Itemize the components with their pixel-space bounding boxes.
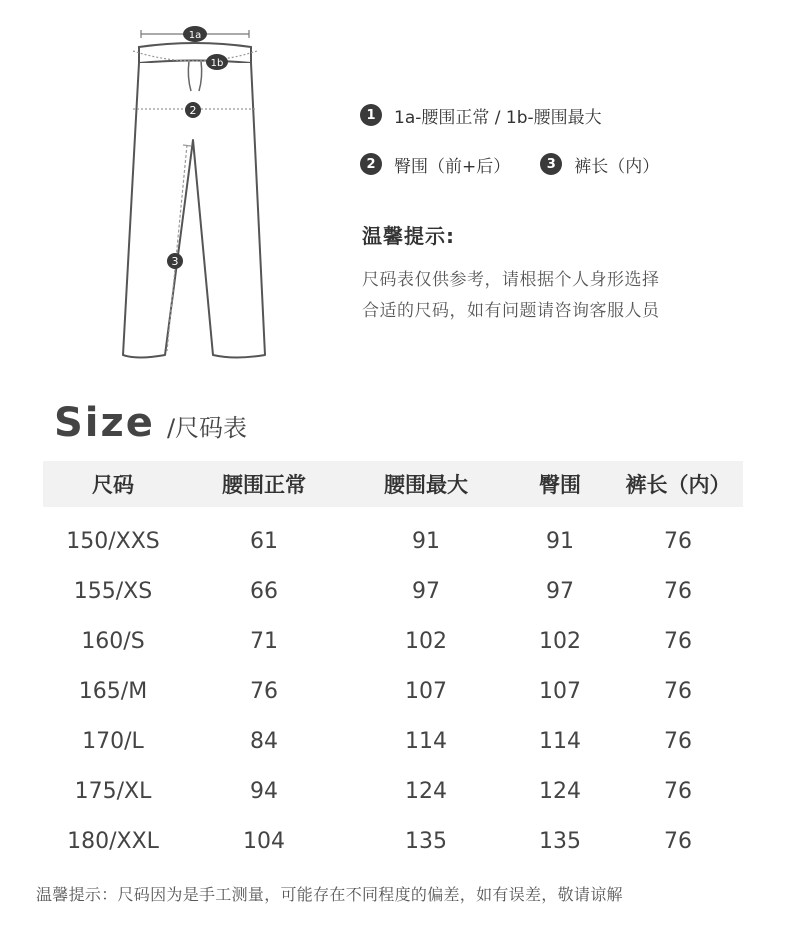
cell-inseam: 76 <box>664 678 692 704</box>
cell-hip: 107 <box>539 678 581 704</box>
table-row <box>43 666 743 716</box>
cell-inseam: 76 <box>664 628 692 654</box>
cell-inseam: 76 <box>664 828 692 854</box>
cell-waist-normal: 66 <box>250 578 278 604</box>
table-row <box>43 816 743 866</box>
cell-hip: 124 <box>539 778 581 804</box>
pants-measurement-diagram <box>105 15 285 375</box>
cell-waist-normal: 104 <box>243 828 285 854</box>
cell-waist-max: 135 <box>405 828 447 854</box>
cell-hip: 91 <box>546 528 574 554</box>
svg-text:2: 2 <box>189 104 197 117</box>
cell-size: 170/L <box>82 728 144 754</box>
tips-title: 温馨提示: <box>362 224 455 248</box>
number-three-icon: 3 <box>540 153 562 175</box>
cell-size: 155/XS <box>73 578 153 604</box>
table-row <box>43 566 743 616</box>
marker-1b <box>206 54 228 70</box>
table-row <box>43 616 743 666</box>
cell-size: 165/M <box>78 678 148 704</box>
header-waist-max: 腰围最大 <box>345 461 507 507</box>
legend-row-waist <box>360 100 760 130</box>
cell-inseam: 76 <box>664 778 692 804</box>
cell-waist-normal: 71 <box>250 628 278 654</box>
tips-line-1: 尺码表仅供参考，请根据个人身形选择 <box>362 270 660 290</box>
size-heading-title: Size <box>54 400 155 446</box>
legend-row-hip-length <box>360 149 760 179</box>
cell-size: 160/S <box>81 628 145 654</box>
cell-waist-max: 124 <box>405 778 447 804</box>
tips-line-2: 合适的尺码，如有问题请咨询客服人员 <box>362 301 660 321</box>
cell-waist-max: 97 <box>412 578 440 604</box>
cell-hip: 135 <box>539 828 581 854</box>
header-inseam: 裤长（内） <box>613 461 743 507</box>
cell-hip: 102 <box>539 628 581 654</box>
header-waist-normal: 腰围正常 <box>183 461 345 507</box>
cell-waist-max: 102 <box>405 628 447 654</box>
cell-waist-max: 91 <box>412 528 440 554</box>
tips-block <box>362 220 772 327</box>
table-header-row <box>43 461 743 507</box>
cell-waist-normal: 94 <box>250 778 278 804</box>
measurement-legend <box>360 100 760 198</box>
svg-text:1a: 1a <box>188 30 202 41</box>
marker-3 <box>167 253 183 269</box>
table-row <box>43 766 743 816</box>
table-row <box>43 716 743 766</box>
marker-1a <box>183 26 207 42</box>
size-heading <box>54 400 247 446</box>
pants-outline-icon <box>105 15 285 375</box>
svg-text:1b: 1b <box>210 58 224 69</box>
number-one-icon: 1 <box>360 104 382 126</box>
table-row <box>43 507 743 566</box>
cell-waist-normal: 84 <box>250 728 278 754</box>
cell-waist-normal: 76 <box>250 678 278 704</box>
cell-hip: 97 <box>546 578 574 604</box>
cell-size: 180/XXL <box>67 828 159 854</box>
size-heading-subtitle: /尺码表 <box>166 414 248 442</box>
cell-waist-max: 114 <box>405 728 447 754</box>
cell-size: 150/XXS <box>66 528 160 554</box>
marker-2 <box>185 102 201 118</box>
legend-hip-label: 臀围（前+后） <box>394 156 511 177</box>
header-size: 尺码 <box>43 461 183 507</box>
number-two-icon: 2 <box>360 153 382 175</box>
cell-hip: 114 <box>539 728 581 754</box>
footer-disclaimer: 温馨提示：尺码因为是手工测量，可能存在不同程度的偏差，如有误差，敬请谅解 <box>36 885 623 904</box>
legend-waist-label: 1a-腰围正常 / 1b-腰围最大 <box>394 107 602 128</box>
size-chart-table <box>43 461 743 866</box>
cell-inseam: 76 <box>664 728 692 754</box>
cell-waist-normal: 61 <box>250 528 278 554</box>
cell-size: 175/XL <box>74 778 152 804</box>
cell-inseam: 76 <box>664 578 692 604</box>
cell-waist-max: 107 <box>405 678 447 704</box>
header-hip: 臀围 <box>507 461 613 507</box>
svg-text:3: 3 <box>171 255 179 268</box>
cell-inseam: 76 <box>664 528 692 554</box>
legend-length-label: 裤长（内） <box>574 156 660 177</box>
